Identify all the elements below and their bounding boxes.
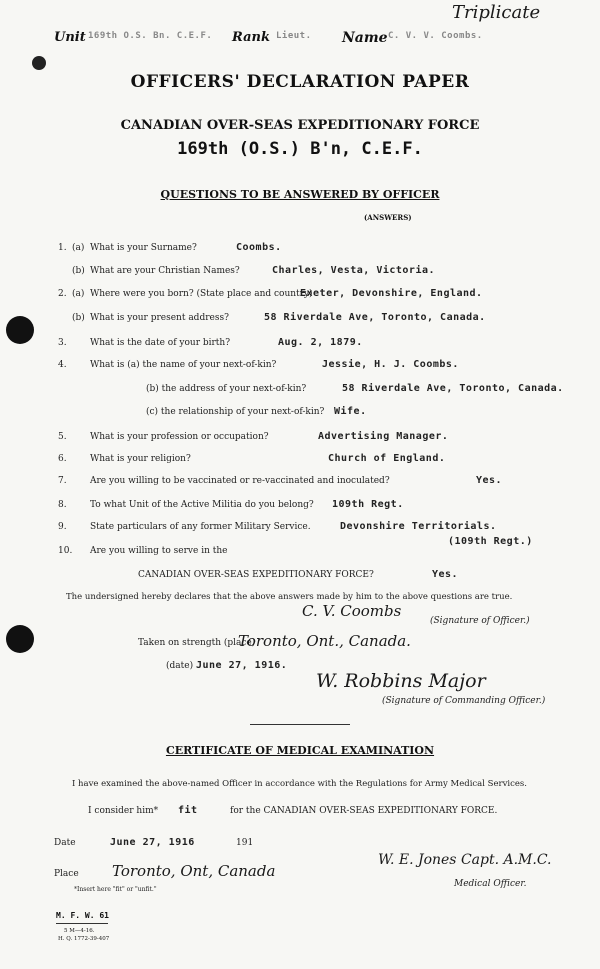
question-answer: Coombs. — [236, 242, 282, 253]
question-number: 5. — [58, 432, 67, 442]
declaration-text: The undersigned hereby declares that the above answers made by him to the above questions are true. — [66, 592, 513, 602]
question-answer: Jessie, H. J. Coombs. — [322, 359, 459, 370]
force-title: CANADIAN OVER-SEAS EXPEDITIONARY FORCE — [120, 118, 480, 133]
rank-label: Rank — [232, 30, 270, 45]
form-line3: H. Q. 1772-39-407 — [58, 936, 110, 942]
medical-date-value: June 27, 1916 — [110, 837, 195, 848]
commanding-officer-label: (Signature of Commanding Officer.) — [382, 696, 546, 706]
question-answer: Aug. 2, 1879. — [278, 337, 363, 348]
date-label: (date) — [166, 661, 194, 671]
question-answer: Wife. — [334, 406, 367, 417]
punch-hole-top — [6, 316, 34, 344]
question-number: 6. — [58, 454, 67, 464]
question-number: 1. — [58, 243, 67, 253]
q10-answer: Yes. — [432, 569, 459, 580]
question-text: Are you willing to be vaccinated or re-vaccinated and inoculated? — [90, 476, 390, 486]
medical-place-label: Place — [54, 869, 79, 879]
form-code: M. F. W. 61 — [56, 911, 109, 920]
consider-value: fit — [178, 805, 198, 816]
question-text: What is your present address? — [90, 313, 229, 323]
page-title: OFFICERS' DECLARATION PAPER — [130, 72, 470, 92]
battalion-stamp: 169th (O.S.) B'n, C.E.F. — [177, 139, 423, 159]
taken-value: Toronto, Ont., Canada. — [238, 632, 411, 650]
rank-value: Lieut. — [276, 31, 312, 41]
question-text: State particulars of any former Military Service. — [90, 522, 311, 532]
question-answer: Charles, Vesta, Victoria. — [272, 265, 436, 276]
medical-date-label: Date — [54, 838, 76, 848]
questions-heading: QUESTIONS TO BE ANSWERED BY OFFICER — [160, 188, 440, 201]
question-answer: 109th Regt. — [332, 499, 404, 510]
question-answer: 58 Riverdale Ave, Toronto, Canada. — [264, 312, 486, 323]
form-line2: 5 M—4-16. — [64, 928, 95, 934]
question-text: What are your Christian Names? — [90, 266, 240, 276]
q9-extra: (109th Regt.) — [448, 536, 533, 547]
date-value: June 27, 1916. — [196, 660, 288, 671]
question-text: (c) the relationship of your next-of-kin? — [146, 407, 325, 417]
question-answer: Devonshire Territorials. — [340, 521, 497, 532]
officer-signature-label: (Signature of Officer.) — [430, 616, 530, 626]
consider-rest: for the CANADIAN OVER-SEAS EXPEDITIONARY FORCE. — [230, 806, 498, 816]
question-text: Where were you born? (State place and country) — [90, 289, 313, 299]
question-text: What is your religion? — [90, 454, 191, 464]
question-text: What is (a) the name of your next-of-kin? — [90, 360, 277, 370]
section-divider — [250, 724, 350, 725]
question-sub: (b) — [72, 266, 85, 276]
unit-label: Unit — [54, 30, 86, 45]
question-answer: Advertising Manager. — [318, 431, 449, 442]
question-answer: Yes. — [476, 475, 503, 486]
question-text: To what Unit of the Active Militia do you belong? — [90, 500, 314, 510]
question-number: 8. — [58, 500, 67, 510]
question-text: What is your profession or occupation? — [90, 432, 269, 442]
question-number: 9. — [58, 522, 67, 532]
name-value: C. V. V. Coombs. — [388, 31, 483, 41]
medical-place-value: Toronto, Ont, Canada — [112, 862, 276, 880]
name-label: Name — [342, 30, 388, 46]
medical-line1: I have examined the above-named Officer in accordance with the Regulations for Army Medical Services. — [72, 779, 527, 789]
medical-year-suffix: 191 — [236, 838, 254, 848]
corner-note: Triplicate — [452, 2, 541, 23]
consider-label: I consider him* — [88, 806, 159, 816]
medical-heading: CERTIFICATE OF MEDICAL EXAMINATION — [165, 744, 435, 757]
question-text: Are you willing to serve in the — [90, 546, 228, 556]
answers-label: (ANSWERS) — [364, 213, 412, 222]
medical-officer-label: Medical Officer. — [454, 879, 527, 889]
commanding-officer-signature: W. Robbins Major — [316, 670, 486, 692]
question-number: 4. — [58, 360, 67, 370]
question-number: 3. — [58, 338, 67, 348]
taken-label: Taken on strength (place) — [138, 638, 256, 648]
officer-signature: C. V. Coombs — [302, 602, 402, 620]
question-number: 2. — [58, 289, 67, 299]
medical-footnote: *Insert here "fit" or "unfit." — [74, 886, 157, 893]
question-sub: (b) — [72, 313, 85, 323]
punch-hole-bottom — [6, 625, 34, 653]
question-text: What is your Surname? — [90, 243, 197, 253]
question-answer: Church of England. — [328, 453, 446, 464]
question-number: 7. — [58, 476, 67, 486]
question-text: (b) the address of your next-of-kin? — [146, 384, 307, 394]
form-code-rule — [56, 923, 108, 924]
question-sub: (a) — [72, 289, 85, 299]
q10-line2: CANADIAN OVER-SEAS EXPEDITIONARY FORCE? — [138, 570, 374, 580]
question-answer: 58 Riverdale Ave, Toronto, Canada. — [342, 383, 564, 394]
ink-blot — [32, 56, 46, 70]
question-text: What is the date of your birth? — [90, 338, 231, 348]
unit-value: 169th O.S. Bn. C.E.F. — [88, 31, 213, 41]
question-answer: Exeter, Devonshire, England. — [300, 288, 483, 299]
medical-officer-signature: W. E. Jones Capt. A.M.C. — [378, 852, 552, 868]
question-number: 10. — [58, 546, 73, 556]
question-sub: (a) — [72, 243, 85, 253]
